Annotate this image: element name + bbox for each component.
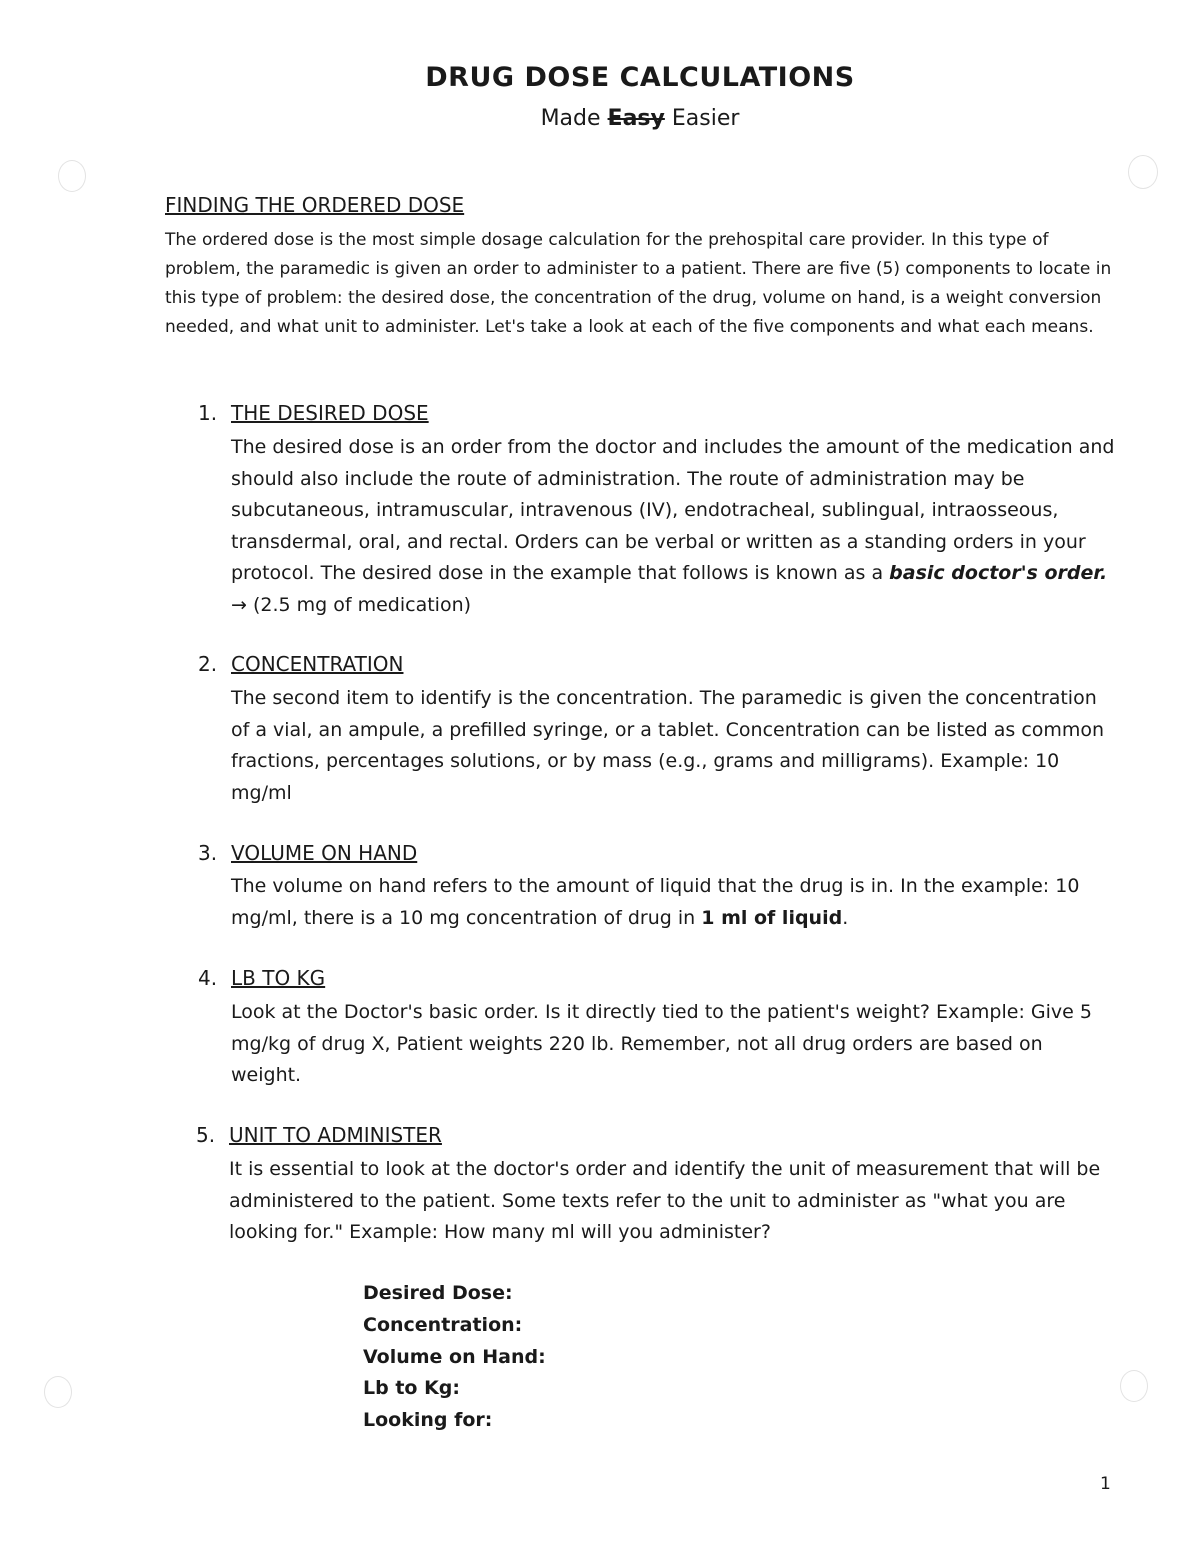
item-heading: CONCENTRATION — [231, 652, 404, 676]
item-heading: UNIT TO ADMINISTER — [229, 1123, 442, 1147]
scan-mark — [1120, 1370, 1148, 1402]
item-heading: VOLUME ON HAND — [231, 841, 418, 865]
scan-mark — [58, 160, 86, 192]
item-body: The second item to identify is the concentration. The paramedic is given the concentration of a vial, an ampule, a prefilled syringe, or a tablet. Concentration can be listed as common fractions, percentages solutions, or by mass (e.g., grams and milligrams). Example: 10 mg/ml — [231, 687, 1105, 804]
checklist-item: Volume on Hand: — [363, 1345, 546, 1368]
checklist-item: Looking for: — [363, 1409, 493, 1432]
item-number: 3. — [198, 841, 218, 865]
item-bold-text: 1 ml of liquid — [701, 906, 843, 929]
item-body: It is essential to look at the doctor's order and identify the unit of measurement that will be administered to the patient. Some texts refer to the unit to administer as "what you are looking for." Example: How many ml will you administer? — [229, 1158, 1101, 1243]
checklist-item: Desired Dose: — [363, 1282, 513, 1304]
section-intro: The ordered dose is the most simple dosage calculation for the prehospital care provider. In this type of problem, the paramedic is given an order to administer to a patient. There are five (5) components to locate in this type of problem: the desired dose, the concentration of the drug, volume on hand, is a weight conversion needed, and what unit to administer. Let's take a look at each of the five components and what each means. — [165, 230, 1112, 337]
checklist-item: Concentration: — [363, 1313, 523, 1336]
checklist-item: Lb to Kg: — [363, 1377, 460, 1400]
subtitle-suffix: Easier — [671, 106, 740, 131]
subtitle-struck-word: Easy — [607, 106, 665, 131]
item-text-end: . — [842, 906, 849, 929]
arrow-icon: → — [231, 593, 247, 616]
item-heading: THE DESIRED DOSE — [231, 401, 429, 425]
item-body — [231, 432, 1116, 621]
item-body: Look at the Doctor's basic order. Is it directly tied to the patient's weight? Example: Give 5 mg/kg of drug X, Patient weights 220 lb. Remember, not all drug orders are based on weight. — [231, 1001, 1092, 1086]
item-text: The volume on hand refers to the amount of liquid that the drug is in. In the example: 10 mg/ml, there is a 10 mg concentration of drug in — [231, 875, 1080, 929]
item-text: The desired dose is an order from the doctor and includes the amount of the medication and should also include the route of administration. The route of administration may be subcutaneous, intramuscular, intravenous (IV), endotracheal, sublingual, intraosseous, transdermal, oral, and rectal. Orders can be verbal or written as a standing orders in your protocol. The desired dose in the example that follows is known as a — [231, 436, 1115, 584]
page-subtitle — [0, 106, 1200, 131]
item-heading: LB TO KG — [231, 966, 326, 990]
item-number: 2. — [198, 652, 218, 676]
item-number: 5. — [196, 1123, 216, 1147]
item-emphasis: basic doctor's order. — [889, 562, 1108, 584]
section-heading: FINDING THE ORDERED DOSE — [165, 193, 465, 217]
page-number: 1 — [1100, 1474, 1111, 1494]
item-example: (2.5 mg of medication) — [252, 593, 472, 616]
item-number: 1. — [198, 401, 218, 425]
page-title: DRUG DOSE CALCULATIONS — [425, 62, 855, 93]
item-number: 4. — [198, 966, 218, 990]
scan-mark — [1128, 155, 1158, 189]
item-body — [231, 871, 1116, 934]
subtitle-prefix: Made — [540, 106, 601, 131]
scan-mark — [44, 1376, 72, 1408]
component-checklist — [363, 1278, 546, 1437]
